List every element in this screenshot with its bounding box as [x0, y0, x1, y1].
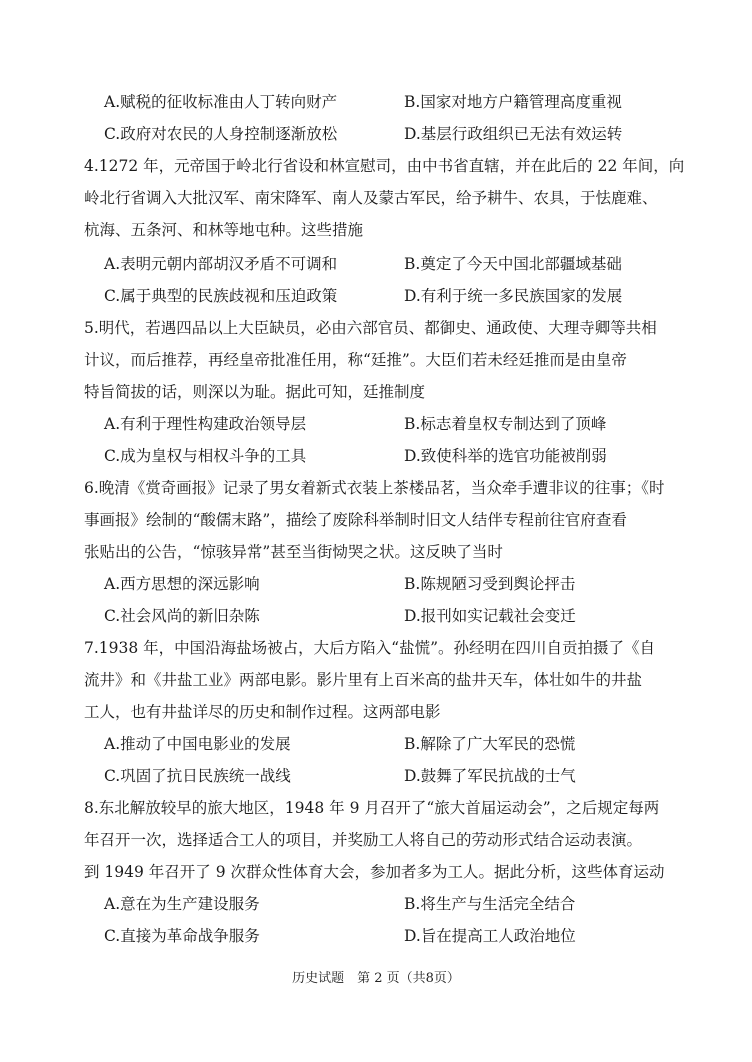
- q5-option-c: C.成为皇权与相权斗争的工具: [104, 447, 307, 465]
- q6-option-c: C.社会风尚的新旧杂陈: [104, 607, 260, 625]
- q6-stem-line-2: 事画报》绘制的“酸儒末路”，描绘了废除科举制时旧文人结伴专程前往官府查看: [84, 511, 627, 529]
- q8-option-b: B.将生产与生活完全结合: [404, 895, 576, 913]
- q7-stem-line-1: 7.1938 年，中国沿海盐场被占，大后方陷入“盐慌”。孙经明在四川自贡拍摄了《自: [84, 639, 656, 657]
- q4-option-a: A.表明元朝内部胡汉矛盾不可调和: [104, 255, 338, 273]
- page-footer: 历史试题 第 2 页（共8页）: [292, 971, 460, 986]
- q6-stem-line-3: 张贴出的公告，“惊骇异常”甚至当街恸哭之状。这反映了当时: [84, 543, 503, 561]
- q6-stem-line-1: 6.晚清《赏奇画报》记录了男女着新式衣装上茶楼品茗，当众牵手遭非议的往事；《时: [84, 479, 665, 497]
- q7-stem-line-3: 工人，也有井盐详尽的历史和制作过程。这两部电影: [84, 703, 441, 721]
- q6-option-d: D.报刊如实记载社会变迁: [404, 607, 576, 625]
- q8-stem-line-3: 到 1949 年召开了 9 次群众性体育大会，参加者多为工人。据此分析，这些体育运动: [84, 863, 665, 881]
- q8-option-d: D.旨在提高工人政治地位: [404, 927, 576, 945]
- prev-option-b: B.国家对地方户籍管理高度重视: [404, 93, 622, 111]
- q6-option-b: B.陈规陋习受到舆论抨击: [404, 575, 576, 593]
- q7-option-b: B.解除了广大军民的恐慌: [404, 735, 576, 753]
- q4-option-b: B.奠定了今天中国北部疆域基础: [404, 255, 622, 273]
- q4-stem-line-1: 4.1272 年，元帝国于岭北行省设和林宣慰司，由中书省直辖，并在此后的 22 年间，向: [84, 157, 685, 175]
- q4-option-d: D.有利于统一多民族国家的发展: [404, 287, 623, 305]
- q4-stem-line-2: 岭北行省调入大批汉军、南宋降军、南人及蒙古军民，给予耕牛、农具，于怯鹿难、: [84, 189, 658, 207]
- q5-option-a: A.有利于理性构建政治领导层: [104, 415, 307, 433]
- q8-stem-line-2: 年召开一次，选择适合工人的项目，并奖励工人将自己的劳动形式结合运动表演。: [84, 831, 643, 849]
- q8-option-a: A.意在为生产建设服务: [104, 895, 260, 913]
- q7-option-c: C.巩固了抗日民族统一战线: [104, 767, 291, 785]
- q4-stem-line-3: 杭海、五条河、和林等地屯种。这些措施: [84, 221, 364, 239]
- q5-stem-line-1: 5.明代，若遇四品以上大臣缺员，必由六部官员、都御史、通政使、大理寺卿等共相: [84, 319, 657, 337]
- q7-option-a: A.推动了中国电影业的发展: [104, 735, 291, 753]
- prev-option-d: D.基层行政组织已无法有效运转: [404, 125, 623, 143]
- q7-stem-line-2: 流井》和《井盐工业》两部电影。影片里有上百米高的盐井天车，体壮如牛的井盐: [84, 671, 643, 689]
- q8-option-c: C.直接为革命战争服务: [104, 927, 260, 945]
- q4-option-c: C.属于典型的民族歧视和压迫政策: [104, 287, 338, 305]
- q5-option-b: B.标志着皇权专制达到了顶峰: [404, 415, 607, 433]
- q7-option-d: D.鼓舞了军民抗战的士气: [404, 767, 576, 785]
- q5-stem-line-3: 特旨简拔的话，则深以为耻。据此可知，廷推制度: [84, 383, 426, 401]
- q5-option-d: D.致使科举的选官功能被削弱: [404, 447, 607, 465]
- q5-stem-line-2: 计议，而后推荐，再经皇帝批准任用，称“廷推”。大臣们若未经廷推而是由皇帝: [84, 351, 627, 369]
- q6-option-a: A.西方思想的深远影响: [104, 575, 260, 593]
- prev-option-c: C.政府对农民的人身控制逐渐放松: [104, 125, 338, 143]
- q8-stem-line-1: 8.东北解放较早的旅大地区，1948 年 9 月召开了“旅大首届运动会”，之后规定每两: [84, 799, 660, 817]
- prev-option-a: A.赋税的征收标准由人丁转向财产: [104, 93, 338, 111]
